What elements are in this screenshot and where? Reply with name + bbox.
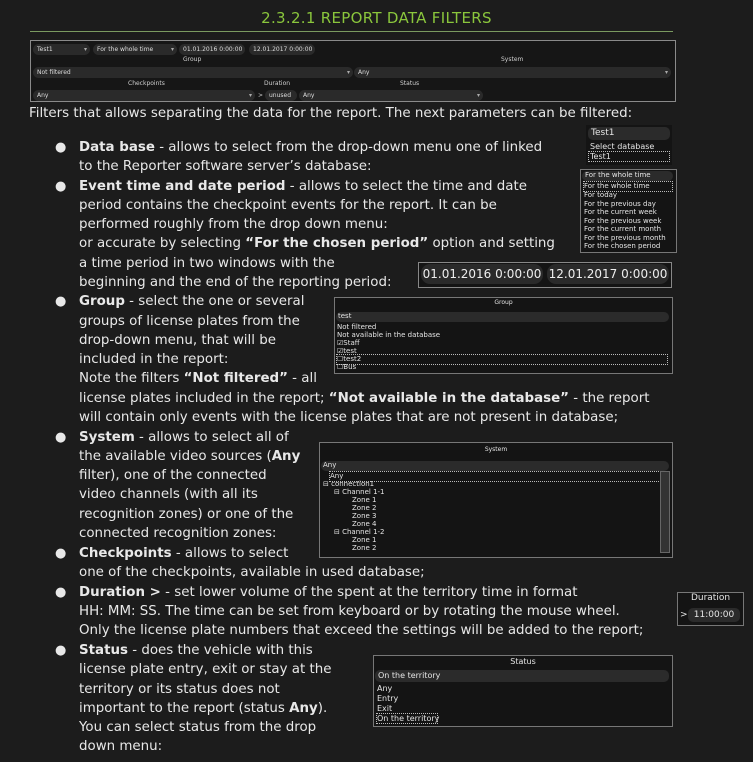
tree-collapse-icon: ⊟ [334,528,340,536]
checkbox-checked-icon: ☑ [337,347,344,355]
system-tree-zone[interactable]: Zone 2 [352,544,377,552]
duration-widget-prefix: > [680,610,688,620]
period-select[interactable] [93,44,177,55]
period-option[interactable]: For today [584,191,618,199]
system-select-value: Any [358,69,370,76]
duration-example [677,592,744,626]
group-line-1: Group - select the one or several [79,294,305,309]
bullet: ● [55,643,67,658]
bullet: ● [55,179,67,194]
group-line-4: included in the report: [79,352,229,367]
group-option-staff[interactable]: ☑Staff [337,339,360,347]
status-dropdown-example [373,655,673,727]
title-divider [30,31,673,32]
duration-input[interactable]: unused [265,90,297,101]
group-select-value: Not filtered [37,69,71,76]
system-label: System [501,56,524,63]
system-option-any[interactable]: Any [330,472,660,481]
status-widget-value[interactable]: On the territory [375,670,669,682]
group-widget-header: Group [494,299,513,306]
period-option[interactable]: For the chosen period [584,242,661,250]
period-option[interactable]: For the previous month [584,233,666,242]
event-line-4: or accurate by selecting “For the chosen period” option and setting [79,236,555,251]
period-select-value: For the whole time [97,46,154,53]
bullet: ● [55,294,67,309]
group-line-7: will contain only events with the license plates that are not present in database; [79,410,619,425]
database-option-select[interactable]: Select database [590,142,655,151]
database-line-2: to the Reporter software server’s database: [79,159,372,174]
tree-collapse-icon: ⊟ [323,480,329,488]
checkbox-checked-icon: ☑ [337,339,344,347]
group-line-5: Note the filters “Not filtered” - all [79,371,317,386]
group-widget-value[interactable]: test [336,312,669,322]
system-tree-zone[interactable]: Zone 2 [352,504,377,512]
group-option-test[interactable]: ☑test [337,347,357,355]
period-dropdown-value[interactable]: For the whole time [582,171,673,181]
status-option-exit[interactable]: Exit [377,704,393,713]
date-from-input[interactable]: 01.01.2016 0:00:00 [179,44,245,55]
event-line-2: period contains the checkpoint events for the report. It can be [79,198,497,213]
system-line-2: the available video sources (Any [79,449,301,464]
duration-prefix: > [258,92,264,99]
term-event-period: Event time and date period [79,179,286,194]
status-label: Status [400,80,420,87]
term-database: Data base [79,140,155,155]
status-line-6: down menu: [79,739,163,754]
database-dropdown-example [586,125,672,165]
status-line-5: You can select status from the drop [79,720,317,735]
database-select[interactable] [33,44,90,55]
date-to-field[interactable]: 12.01.2017 0:00:00 [547,264,669,284]
system-line-5: recognition zones) or one of the [79,507,294,522]
system-widget-header: System [484,446,508,453]
date-to-input[interactable]: 12.01.2017 0:00:00 [249,44,315,55]
status-option-any[interactable]: Any [377,684,393,693]
duration-label: Duration [264,80,291,87]
group-line-2: groups of license plates from the [79,314,300,329]
system-line-3: filter), one of the connected [79,468,267,483]
group-select[interactable] [33,67,353,78]
checkpoints-select-value: Any [37,92,49,99]
group-option-test2[interactable]: ☐test2 [337,355,667,364]
term-system: System [79,430,135,445]
checkpoints-select[interactable] [33,90,255,101]
status-select-value: Any [303,92,315,99]
database-select-value: Test1 [37,46,53,53]
status-line-4: important to the report (status Any). [79,701,328,716]
bullet: ● [55,546,67,561]
term-status: Status [79,643,128,658]
checkpoints-line-1: Checkpoints - allows to select [79,546,289,561]
status-line-3: territory or its status does not [79,682,280,697]
group-option-not-available[interactable]: Not available in the database [337,331,441,339]
event-line-6: beginning and the end of the reporting period: [79,275,392,290]
duration-widget-label: Duration [690,593,731,603]
period-option[interactable]: For the whole time [584,182,672,191]
group-label: Group [183,56,202,63]
event-line-5: a time period in two windows with the [79,256,335,271]
period-option[interactable]: For the current week [584,208,657,216]
checkbox-icon: ☐ [337,363,344,371]
group-line-3: drop-down menu, that will be [79,333,276,348]
tree-collapse-icon: ⊟ [334,488,340,496]
term-checkpoints: Checkpoints [79,546,172,561]
system-tree-zone[interactable]: Zone 1 [352,536,377,544]
duration-line-3: Only the license plate numbers that exceed the settings will be added to the report; [79,623,644,638]
period-option[interactable]: For the previous week [584,216,662,225]
status-line-1: Status - does the vehicle with this [79,643,313,658]
system-dropdown-example [319,442,673,558]
period-option[interactable]: For the previous day [584,199,656,208]
group-option-bus[interactable]: ☐Bus [337,363,357,371]
system-line-1: System - allows to select all of [79,430,289,445]
date-from-field[interactable]: 01.01.2016 0:00:00 [421,264,543,284]
group-option-not-filtered[interactable]: Not filtered [337,323,377,331]
bullet: ● [55,430,67,445]
group-dropdown-example [334,297,673,374]
period-option[interactable]: For the current month [584,225,662,233]
filter-panel [30,40,676,102]
checkbox-icon: ☐ [337,355,344,363]
system-line-4: video channels (with all its [79,487,258,502]
system-tree-channel[interactable]: ⊟ Channel 1-2 [334,528,385,536]
database-option-test1[interactable]: Test1 [589,152,669,161]
system-tree-zone[interactable]: Zone 1 [352,496,377,504]
status-line-2: license plate entry, exit or stay at the [79,662,332,677]
section-title: 2.3.2.1 REPORT DATA FILTERS [261,9,492,27]
system-tree-zone[interactable]: Zone 4 [352,520,377,528]
period-dropdown-example [580,169,677,253]
event-line-1: Event time and date period - allows to select the time and date [79,179,527,194]
system-tree-connection[interactable]: ⊟ connection1 [323,480,375,488]
duration-widget-input[interactable]: 11:00:00 [688,608,740,622]
duration-line-1: Duration > - set lower volume of the spent at the territory time in format [79,585,578,600]
system-tree-channel[interactable]: ⊟ Channel 1-1 [334,488,385,496]
system-scrollbar[interactable] [660,471,670,553]
status-select[interactable] [299,90,483,101]
database-dropdown-value[interactable]: Test1 [588,127,670,140]
checkpoints-label: Checkpoints [128,80,165,87]
group-line-6: license plates included in the report; “Not available in the database” - the report [79,391,650,406]
status-option-entry[interactable]: Entry [377,694,399,703]
database-line-1: Data base - allows to select from the drop-down menu one of linked [79,140,543,155]
bullet: ● [55,585,67,600]
checkpoints-line-2: one of the checkpoints, available in used database; [79,565,425,580]
term-group: Group [79,294,125,309]
intro-text: Filters that allows separating the data for the report. The next parameters can be filtered: [29,106,633,121]
date-range-example [418,262,672,288]
system-line-6: connected recognition zones: [79,526,277,541]
system-widget-value[interactable]: Any [321,461,669,471]
event-line-3: performed roughly from the drop down menu: [79,217,388,232]
term-duration: Duration > [79,585,161,600]
bullet: ● [55,140,67,155]
duration-line-2: HH: MM: SS. The time can be set from keyboard or by rotating the mouse wheel. [79,604,620,619]
status-widget-header: Status [510,657,536,666]
system-select[interactable] [354,67,671,78]
status-option-on-territory[interactable]: On the territory [377,714,440,723]
system-tree-zone[interactable]: Zone 3 [352,512,377,520]
